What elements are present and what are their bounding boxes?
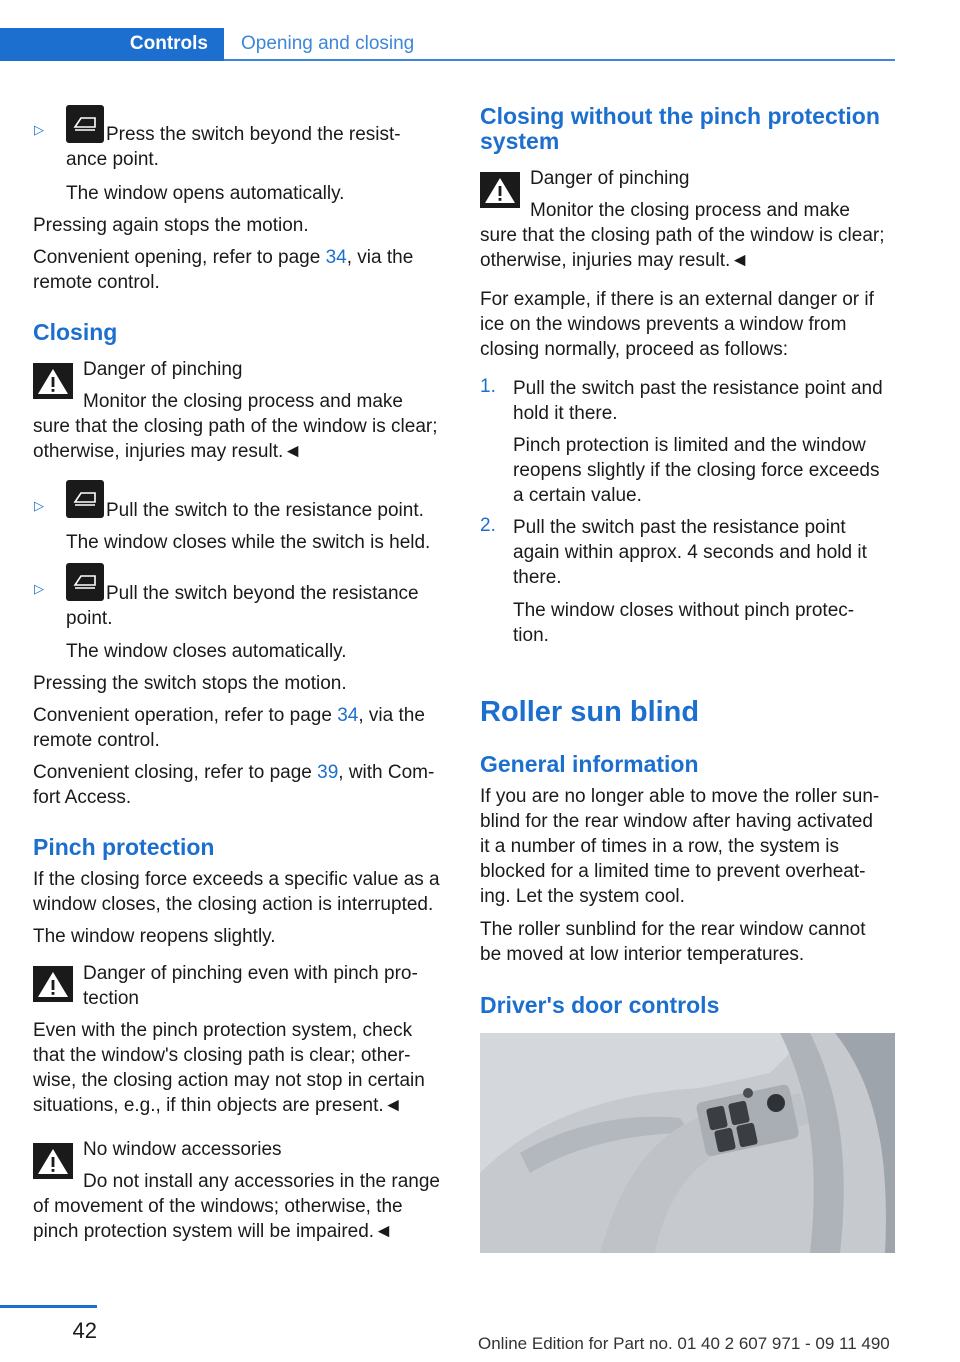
step-text-cont: ance point. [66,149,159,170]
page-number: 42 [72,1318,97,1343]
warning-title: tection [83,988,139,1009]
paragraph: be moved at low interior temperatures. [480,944,805,965]
section-heading: Closing without the pinch protection [480,103,880,129]
step-text: tion. [513,625,549,646]
warning-text: Even with the pinch protection system, check [33,1020,413,1041]
paragraph: Convenient closing, refer to page 39, with Com- [33,762,435,783]
section-heading: General information [480,751,699,777]
step-text: Press the switch beyond the resist- [106,124,401,145]
step-text: again within approx. 4 seconds and hold it [513,542,867,563]
step-number: 1. [480,376,496,397]
window-switch-icon [66,105,104,143]
step-text: The window closes without pinch protec- [513,600,855,621]
paragraph: Pressing the switch stops the motion. [33,673,347,694]
paragraph: If you are no longer able to move the roller sun- [480,786,880,807]
footer-rule [0,1305,97,1308]
bullet-triangle-icon: ▷ [34,498,44,513]
page-link[interactable]: 39 [317,762,339,783]
step-text: Pull the switch past the resistance point [513,517,846,538]
paragraph: The roller sunblind for the rear window cannot [480,919,866,940]
warning-title: Danger of pinching even with pinch pro- [83,963,418,984]
step-text-cont: point. [66,608,113,629]
step-text: reopens slightly if the closing force exceeds [513,460,880,481]
warning-icon [480,172,520,208]
warning-text: situations, e.g., if thin objects are present.◄ [33,1095,403,1116]
paragraph: The window reopens slightly. [33,926,276,947]
paragraph: window closes, the closing action is interrupted. [33,894,434,915]
paragraph: remote control. [33,272,160,293]
paragraph: ice on the windows prevents a window from [480,314,847,335]
paragraph: If the closing force exceeds a specific value as a [33,869,440,890]
paragraph: For example, if there is an external danger or if [480,289,874,310]
header-rule [224,59,895,61]
window-switch-icon [66,563,104,601]
step-text: Pull the switch to the resistance point. [106,500,424,521]
warning-text: that the window's closing path is clear; other- [33,1045,411,1066]
paragraph: Convenient opening, refer to page 34, via the [33,247,414,268]
warning-title: No window accessories [83,1139,282,1160]
step-text: Pull the switch beyond the resistance [106,583,419,604]
paragraph: it a number of times in a row, the system is [480,836,840,857]
window-switch-icon [66,480,104,518]
paragraph: ing. Let the system cool. [480,886,685,907]
section-tab[interactable]: Controls [0,28,224,61]
step-text: Pull the switch past the resistance point and [513,378,883,399]
warning-text: sure that the closing path of the window is clear; [480,225,885,246]
warning-icon [33,1143,73,1179]
section-heading: system [480,128,560,154]
warning-text: sure that the closing path of the window is clear; [33,416,438,437]
paragraph: Pressing again stops the motion. [33,215,309,236]
warning-icon [33,966,73,1002]
warning-text: wise, the closing action may not stop in certain [33,1070,425,1091]
paragraph: fort Access. [33,787,132,808]
warning-text: Monitor the closing process and make [83,391,403,412]
warning-title: Danger of pinching [530,168,690,189]
chapter-heading: Roller sun blind [480,696,700,728]
step-text: hold it there. [513,403,618,424]
paragraph: Convenient operation, refer to page 34, via the [33,705,425,726]
warning-title: Danger of pinching [83,359,243,380]
section-heading: Pinch protection [33,834,215,860]
step-result: The window closes while the switch is held. [66,532,431,553]
door-controls-illustration [480,1033,895,1253]
bullet-triangle-icon: ▷ [34,122,44,137]
paragraph: closing normally, proceed as follows: [480,339,789,360]
step-text: there. [513,567,562,588]
step-text: a certain value. [513,485,642,506]
bullet-triangle-icon: ▷ [34,581,44,596]
warning-text: of movement of the windows; otherwise, the [33,1196,403,1217]
warning-text: Monitor the closing process and make [530,200,850,221]
page-header [0,28,895,61]
step-result: The window opens automatically. [66,183,345,204]
subsection-tab[interactable]: Opening and closing [241,33,415,54]
paragraph: remote control. [33,730,160,751]
section-heading: Closing [33,319,118,345]
step-result: The window closes automatically. [66,641,347,662]
paragraph: blind for the rear window after having activated [480,811,873,832]
edition-text: Online Edition for Part no. 01 40 2 607 971 - 09 11 490 [478,1334,890,1353]
section-heading: Driver's door controls [480,992,720,1018]
step-text: Pinch protection is limited and the window [513,435,866,456]
warning-text: Do not install any accessories in the range [83,1171,440,1192]
warning-icon [33,363,73,399]
step-number: 2. [480,515,496,536]
paragraph: blocked for a limited time to prevent overheat- [480,861,866,882]
warning-text: pinch protection system will be impaired.◄ [33,1221,393,1242]
page-link[interactable]: 34 [337,705,359,726]
warning-text: otherwise, injuries may result.◄ [480,250,750,271]
page-link[interactable]: 34 [325,247,347,268]
warning-text: otherwise, injuries may result.◄ [33,441,303,462]
